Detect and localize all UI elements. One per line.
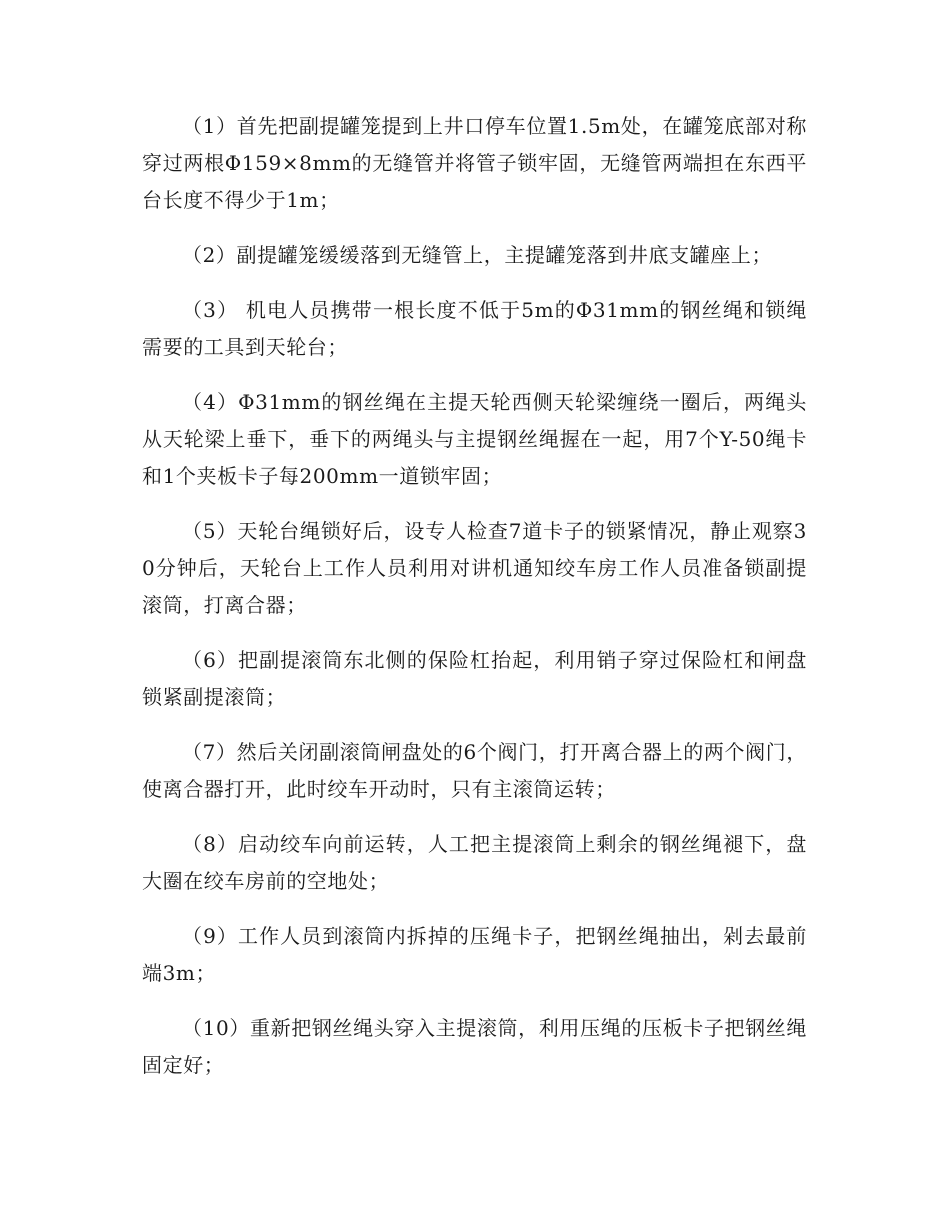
step-paragraph-9: （9）工作人员到滚筒内拆掉的压绳卡子，把钢丝绳抽出，剁去最前端3m； [142,924,807,985]
step-paragraph-5: （5）天轮台绳锁好后，设专人检查7道卡子的锁紧情况，静止观察30分钟后，天轮台上工作人员利用对讲机通知绞车房工作人员准备锁副提滚筒，打离合器； [142,519,807,617]
step-paragraph-1: （1）首先把副提罐笼提到上井口停车位置1.5m处，在罐笼底部对称穿过两根Φ159×8mm的无缝管并将管子锁牢固，无缝管两端担在东西平台长度不得少于1m； [142,114,807,212]
step-paragraph-6: （6）把副提滚筒东北侧的保险杠抬起，利用销子穿过保险杠和闸盘锁紧副提滚筒； [142,648,807,709]
step-paragraph-2: （2）副提罐笼缓缓落到无缝管上，主提罐笼落到井底支罐座上； [182,243,773,267]
step-paragraph-4: （4）Φ31mm的钢丝绳在主提天轮西侧天轮梁缠绕一圈后，两绳头从天轮梁上垂下，垂下的两绳头与主提钢丝绳握在一起，用7个Y-50绳卡和1个夹板卡子每200mm一道锁牢固； [142,390,807,488]
step-paragraph-7: （7）然后关闭副滚筒闸盘处的6个阀门，打开离合器上的两个阀门，使离合器打开，此时绞车开动时，只有主滚筒运转； [142,740,807,801]
step-paragraph-10: （10）重新把钢丝绳头穿入主提滚筒，利用压绳的压板卡子把钢丝绳固定好； [142,1016,807,1077]
document-body [142,108,807,1102]
step-paragraph-3: （3） 机电人员携带一根长度不低于5m的Φ31mm的钢丝绳和锁绳需要的工具到天轮台； [142,298,807,359]
step-paragraph-8: （8）启动绞车向前运转，人工把主提滚筒上剩余的钢丝绳褪下，盘大圈在绞车房前的空地处； [142,832,807,893]
